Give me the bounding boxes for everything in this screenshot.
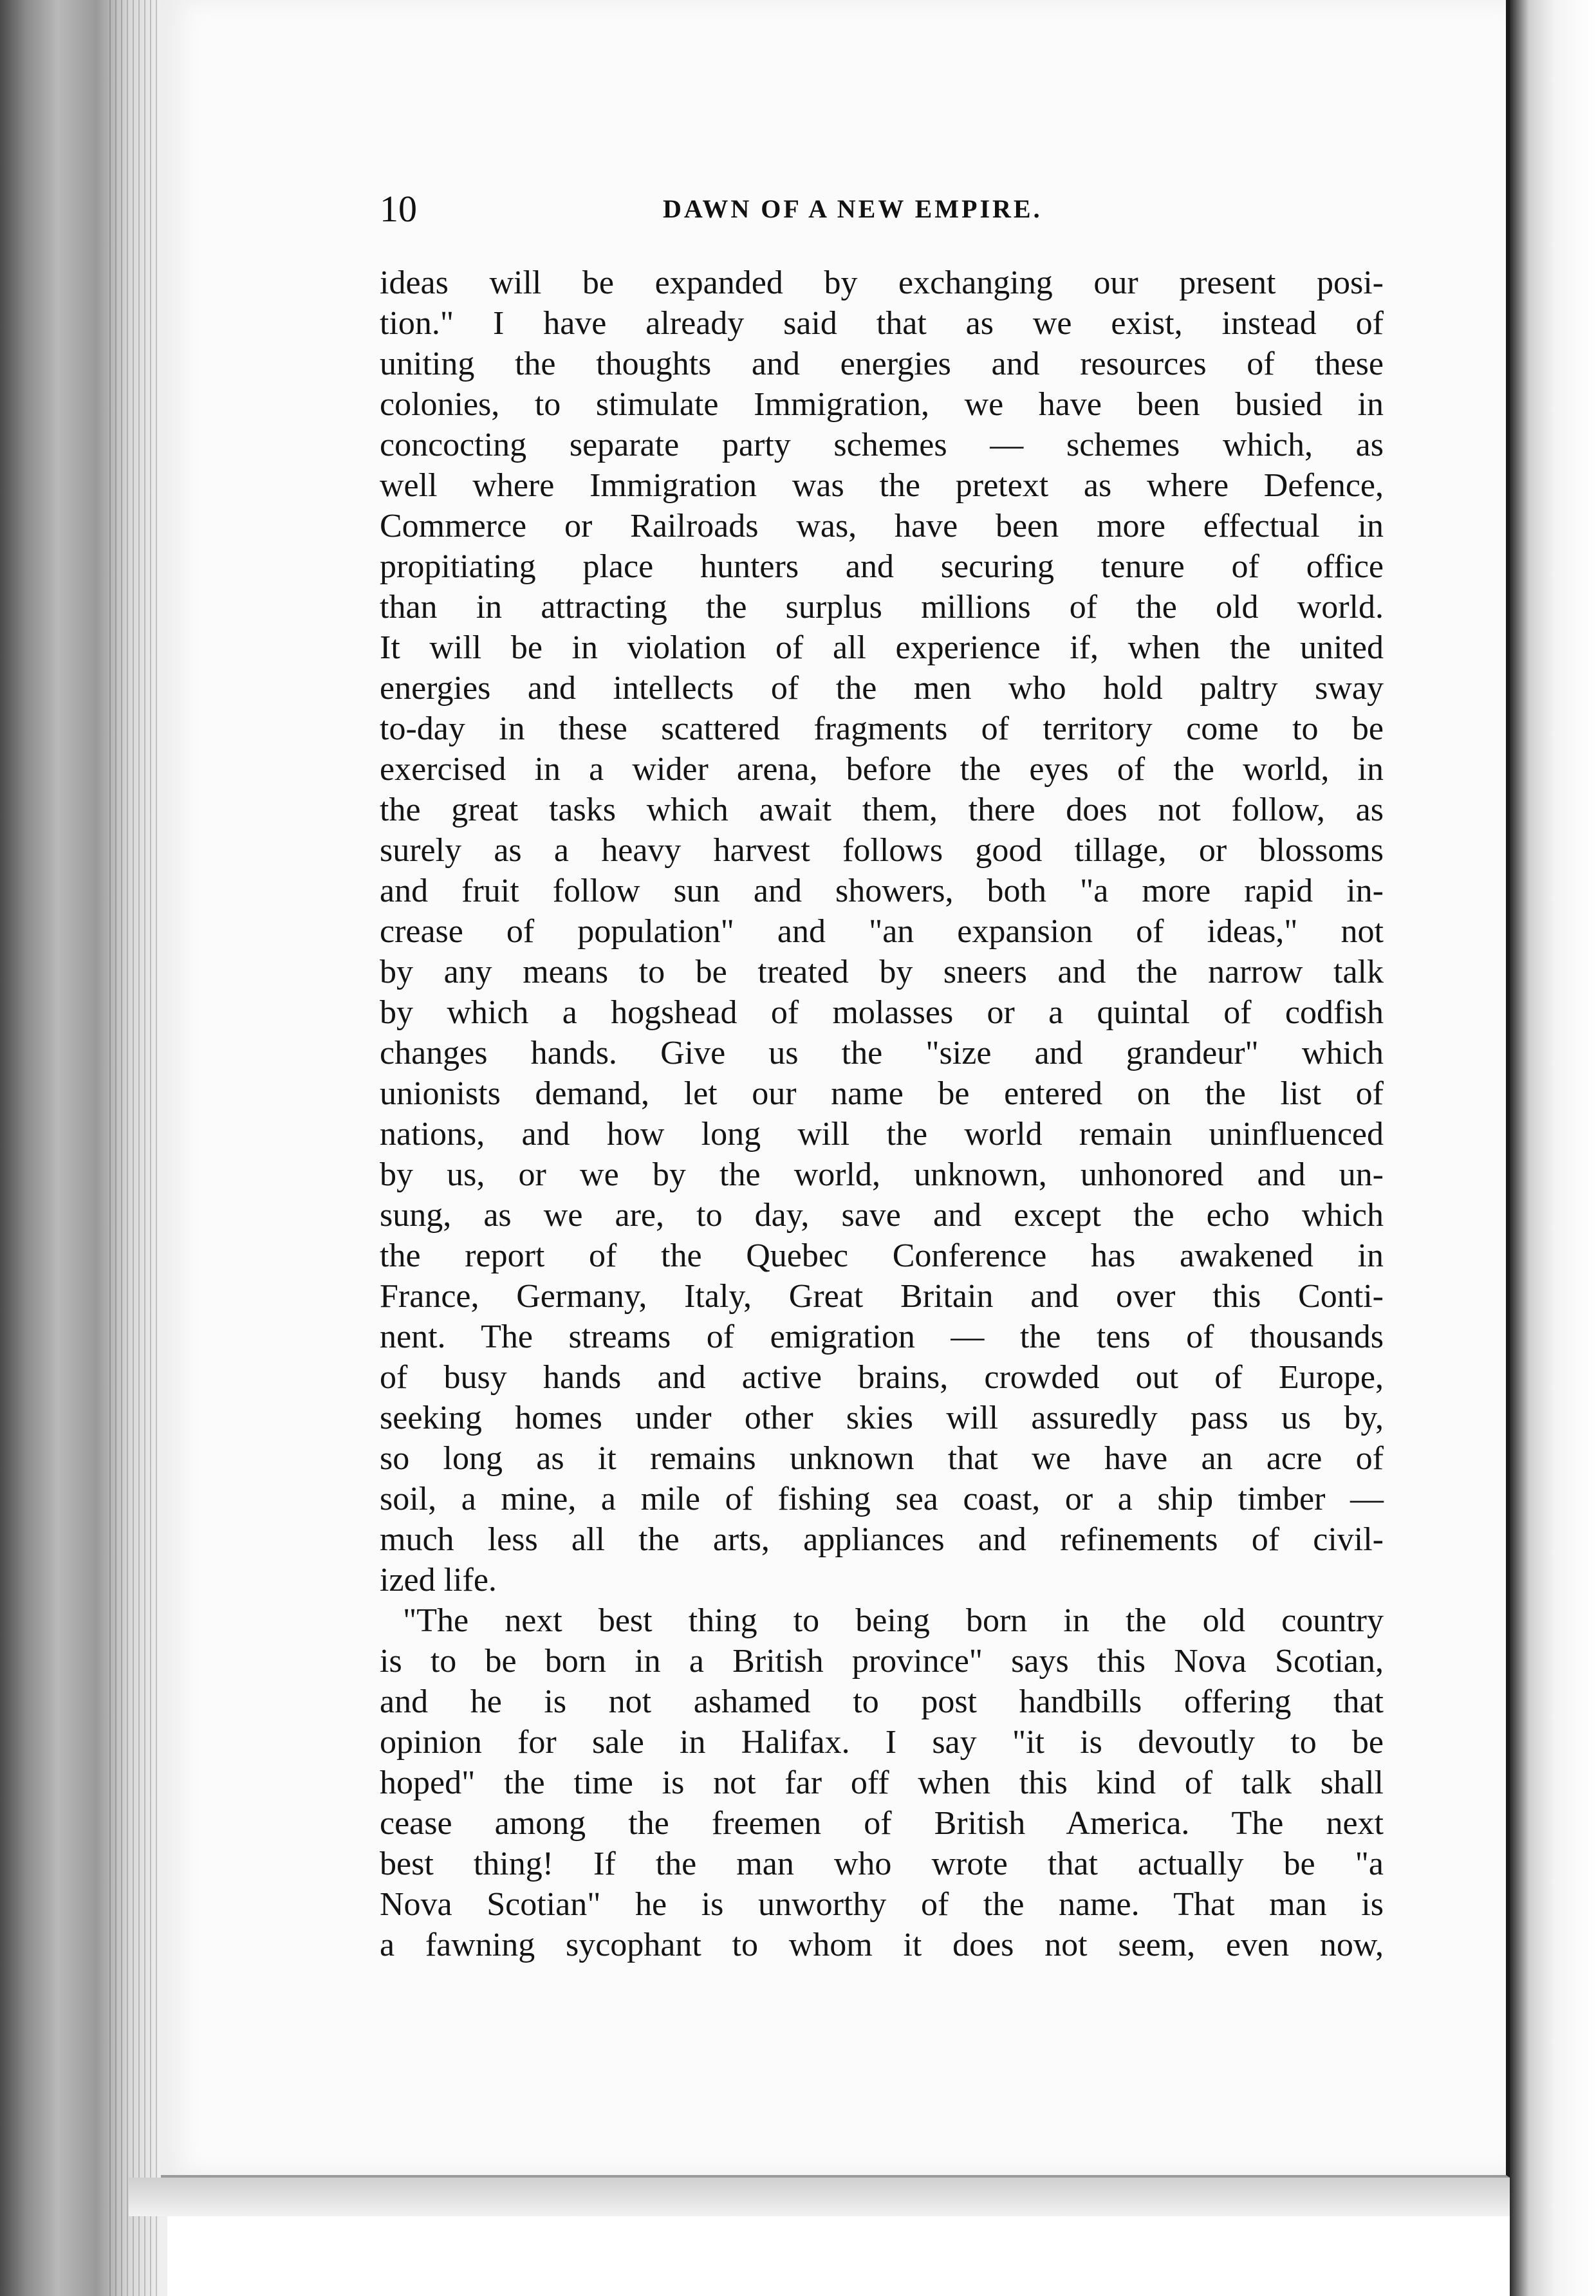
text-line: colonies, to stimulate Immigration, we have been busied in [380, 386, 1384, 423]
text-line: propitiating place hunters and securing tenure of office [380, 548, 1384, 585]
paragraph-end-line: ized life. [380, 1562, 497, 1598]
text-line: soil, a mine, a mile of fishing sea coast, or a ship timber — [380, 1481, 1384, 1517]
text-line: France, Germany, Italy, Great Britain and over this Conti- [380, 1278, 1384, 1315]
text-line: well where Immigration was the pretext as where Defence, [380, 467, 1384, 504]
page-number: 10 [380, 188, 417, 230]
text-line: and he is not ashamed to post handbills offering that [380, 1683, 1384, 1720]
text-line: changes hands. Give us the "size and grandeur" which [380, 1035, 1384, 1071]
text-line: to-day in these scattered fragments of territory come to be [380, 710, 1384, 747]
text-line: much less all the arts, appliances and refinements of civil- [380, 1521, 1384, 1558]
text-line: Nova Scotian" he is unworthy of the name. That man is [380, 1886, 1384, 1923]
text-line: uniting the thoughts and energies and resources of these [380, 346, 1384, 382]
text-line: so long as it remains unknown that we have an acre of [380, 1440, 1384, 1477]
text-line: the report of the Quebec Conference has awakened in [380, 1237, 1384, 1274]
paragraph-start-line: "The next best thing to being born in the old country [403, 1602, 1384, 1639]
text-line: nations, and how long will the world remain uninfluenced [380, 1116, 1384, 1153]
text-line: cease among the freemen of British America. The next [380, 1805, 1384, 1842]
text-line: exercised in a wider arena, before the eyes of the world, in [380, 751, 1384, 788]
text-line: seeking homes under other skies will assuredly pass us by, [380, 1400, 1384, 1436]
text-line: Commerce or Railroads was, have been more effectual in [380, 508, 1384, 544]
text-line: tion." I have already said that as we exist, instead of [380, 305, 1384, 342]
text-line: nent. The streams of emigration — the tens of thousands [380, 1319, 1384, 1355]
text-line: It will be in violation of all experience if, when the united [380, 629, 1384, 666]
text-line: of busy hands and active brains, crowded out of Europe, [380, 1359, 1384, 1396]
text-line: the great tasks which await them, there does not follow, as [380, 792, 1384, 828]
text-line: by which a hogshead of molasses or a quintal of codfish [380, 994, 1384, 1031]
text-line: opinion for sale in Halifax. I say "it is devoutly to be [380, 1724, 1384, 1761]
text-line: crease of population" and "an expansion of ideas," not [380, 913, 1384, 950]
text-line: unionists demand, let our name be entered on the list of [380, 1075, 1384, 1112]
text-line: a fawning sycophant to whom it does not seem, even now, [380, 1927, 1384, 1963]
bottom-edge [129, 2178, 1510, 2216]
right-margin [1510, 0, 1596, 2296]
text-line: than in attracting the surplus millions of the old world. [380, 589, 1384, 625]
body-text [380, 263, 1384, 1965]
running-title: DAWN OF A NEW EMPIRE. [663, 194, 1043, 223]
text-line: concocting separate party schemes — schemes which, as [380, 427, 1384, 463]
text-line: surely as a heavy harvest follows good tillage, or blossoms [380, 832, 1384, 869]
text-line: is to be born in a British province" says this Nova Scotian, [380, 1643, 1384, 1680]
text-line: best thing! If the man who wrote that actually be "a [380, 1846, 1384, 1882]
text-line: ideas will be expanded by exchanging our present posi- [380, 264, 1384, 301]
running-head [380, 183, 1390, 235]
text-line: by us, or we by the world, unknown, unhonored and un- [380, 1156, 1384, 1193]
text-line: sung, as we are, to day, save and except the echo which [380, 1197, 1384, 1234]
text-line: energies and intellects of the men who hold paltry sway [380, 670, 1384, 707]
page-stack-edges [109, 0, 161, 2296]
text-line: and fruit follow sun and showers, both "a more rapid in- [380, 873, 1384, 909]
text-line: by any means to be treated by sneers and the narrow talk [380, 954, 1384, 990]
text-line: hoped" the time is not far off when this kind of talk shall [380, 1764, 1384, 1801]
